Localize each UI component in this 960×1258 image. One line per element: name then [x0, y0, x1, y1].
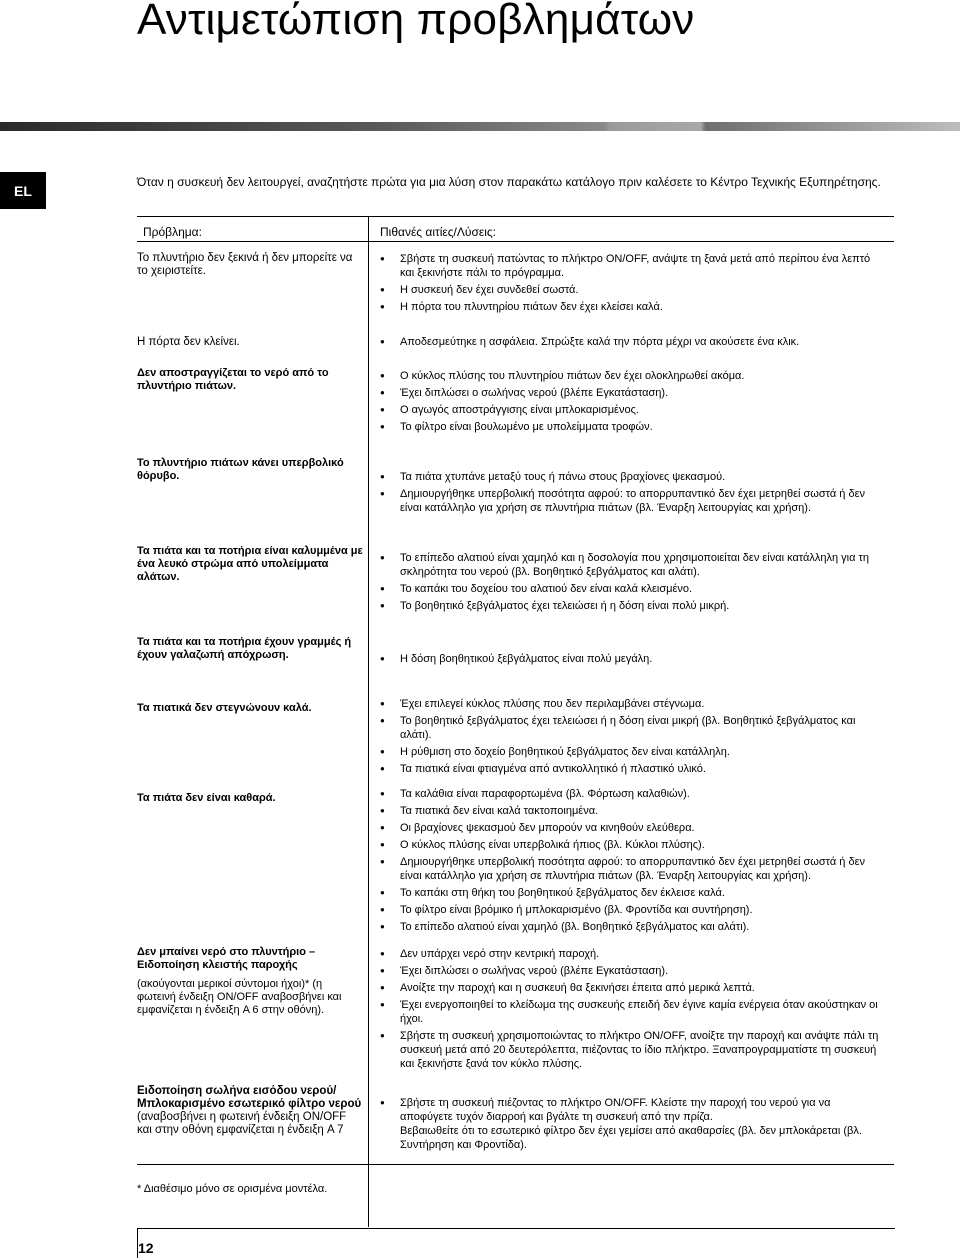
problem-cell — [137, 367, 352, 393]
language-tab: EL — [0, 172, 46, 209]
problem-text: Τα πιάτα και τα ποτήρια έχουν γραμμές ή έχουν γαλαζωπή απόχρωση. — [137, 636, 352, 661]
problem-cell — [137, 1085, 362, 1137]
causes-list — [380, 697, 885, 779]
cause-item: ● Έχει ενεργοποιηθεί το κλείδωμα της συσκευής επειδή δεν έγινε καμία ενέργεια όταν ακούστηκαν οι ήχοι. — [380, 998, 885, 1026]
cause-item: ● Αποδεσμεύτηκε η ασφάλεια. Σπρώξτε καλά την πόρτα μέχρι να ακούσετε ένα κλικ. — [380, 335, 885, 349]
cause-item: ● Ανοίξτε την παροχή και η συσκευή θα ξεκινήσει έπειτα από μερικά λεπτά. — [380, 981, 885, 995]
problem-detail: (ακούγονται μερικοί σύντομοι ήχοι)* (η φωτεινή ένδειξη ON/OFF αναβοσβήνει και εμφανίζεται η ένδειξη A 6 στην οθόνη). — [137, 978, 342, 1016]
cause-item: ● Η δόση βοηθητικού ξεβγάλματος είναι πολύ μεγάλη. — [380, 652, 885, 666]
problem-cell — [137, 636, 365, 662]
cause-item: ● Ο κύκλος πλύσης του πλυντηρίου πιάτων δεν έχει ολοκληρωθεί ακόμα. — [380, 369, 885, 383]
causes-list — [380, 335, 885, 352]
intro-text: Όταν η συσκευή δεν λειτουργεί, αναζητήστε πρώτα για μια λύση στον παρακάτω κατάλογο πριν καλέσετε το Κέντρο Τεχνικής Εξυπηρέτησης. — [137, 175, 881, 189]
cause-item: ● Σβήστε τη συσκευή πιέζοντας το πλήκτρο ON/OFF. Κλείστε την παροχή του νερού για να αποφύγετε τυχόν διαρροή και βγάλτε τη συσκευή από την πρίζα. Βεβαιωθείτε ότι το εσωτερικό φίλτρο δεν έχει γεμίσει από ακαθαρσίες (βλ. δεν μπλοκάρεται (βλ. Συντήρηση και Φροντίδα). — [380, 1096, 885, 1152]
problem-cell — [137, 336, 362, 349]
problem-text: Δεν αποστραγγίζεται το νερό από το πλυντήριο πιάτων. — [137, 367, 329, 392]
footnote: * Διαθέσιμο μόνο σε ορισμένα μοντέλα. — [137, 1183, 328, 1195]
causes-list — [380, 252, 885, 317]
problem-cell — [137, 792, 362, 805]
causes-list — [380, 369, 885, 437]
cause-item: ● Δεν υπάρχει νερό στην κεντρική παροχή. — [380, 947, 885, 961]
problem-text: Τα πιάτα δεν είναι καθαρά. — [137, 792, 276, 804]
page-title: Αντιμετώπιση προβλημάτων — [137, 0, 695, 44]
cause-item: ● Ο κύκλος πλύσης είναι υπερβολικά ήπιος (βλ. Κύκλοι πλύσης). — [380, 838, 885, 852]
causes-list — [380, 652, 885, 669]
cause-item: ● Οι βραχίονες ψεκασμού δεν μπορούν να κινηθούν ελεύθερα. — [380, 821, 885, 835]
cause-item: ● Σβήστε τη συσκευή πατώντας το πλήκτρο ON/OFF, ανάψτε τη ξανά μετά από περίπου ένα λεπτό και ξεκινήστε πάλι το πρόγραμμα. — [380, 252, 885, 280]
problem-cell — [137, 457, 362, 483]
cause-item: ● Το βοηθητικό ξεβγάλματος έχει τελειώσει ή η δόση είναι πολύ μικρή. — [380, 599, 885, 613]
problem-cell — [137, 252, 362, 278]
cause-item: ● Ο αγωγός αποστράγγισης είναι μπλοκαρισμένος. — [380, 403, 885, 417]
page-number: 12 — [138, 1240, 154, 1256]
causes-list — [380, 947, 885, 1074]
cause-item: ● Το καπάκι στη θήκη του βοηθητικού ξεβγάλματος δεν έκλεισε καλά. — [380, 886, 885, 900]
causes-list — [380, 551, 885, 616]
cause-item: ● Έχει επιλεγεί κύκλος πλύσης που δεν περιλαμβάνει στέγνωμα. — [380, 697, 885, 711]
cause-item: ● Το φίλτρο είναι βρόμικο ή μπλοκαρισμένο (βλ. Φροντίδα και συντήρηση). — [380, 903, 885, 917]
cause-item: ● Τα καλάθια είναι παραφορτωμένα (βλ. Φόρτωση καλαθιών). — [380, 787, 885, 801]
problem-text: Το πλυντήριο δεν ξεκινά ή δεν μπορείτε να το χειριστείτε. — [137, 252, 353, 277]
cause-item: ● Η συσκευή δεν έχει συνδεθεί σωστά. — [380, 283, 885, 297]
cause-item: ● Δημιουργήθηκε υπερβολική ποσότητα αφρού: το απορρυπαντικό δεν έχει μετρηθεί σωστά ή δεν είναι κατάλληλο για χρήση σε πλυντήρια πιάτων (βλ. Έναρξη λειτουργίας και χρήση). — [380, 487, 885, 515]
cause-item: ● Η πόρτα του πλυντηρίου πιάτων δεν έχει κλείσει καλά. — [380, 300, 885, 314]
causes-list — [380, 470, 885, 518]
table-bottom-border — [137, 1164, 894, 1165]
cause-item: ● Τα πιάτα χτυπάνε μεταξύ τους ή πάνω στους βραχίονες ψεκασμού. — [380, 470, 885, 484]
cause-item: ● Το φίλτρο είναι βουλωμένο με υπολείμματα τροφών. — [380, 420, 885, 434]
cause-item: ● Δημιουργήθηκε υπερβολική ποσότητα αφρού: το απορρυπαντικό δεν έχει μετρηθεί σωστά ή δεν είναι κατάλληλο για χρήση σε πλυντήρια πιάτων (βλ. Έναρξη λειτουργίας και χρήση). — [380, 855, 885, 883]
cause-item: ● Το βοηθητικό ξεβγάλματος έχει τελειώσει ή η δόση είναι μικρή (βλ. Βοηθητικό ξεβγάλματος και αλάτι). — [380, 714, 885, 742]
cause-item: ● Η ρύθμιση στο δοχείο βοηθητικού ξεβγάλματος δεν είναι κατάλληλη. — [380, 745, 885, 759]
problem-detail: (αναβοσβήνει η φωτεινή ένδειξη ON/OFF και στην οθόνη εμφανίζεται η ένδειξη A 7 — [137, 1111, 347, 1136]
cause-item: ● Έχει διπλώσει ο σωλήνας νερού (βλέπε Εγκατάσταση). — [380, 386, 885, 400]
cause-item: ● Το επίπεδο αλατιού είναι χαμηλό και η δοσολογία που χρησιμοποιείται δεν είναι κατάλληλη για τη σκληρότητα του νερού (βλ. Βοηθητικό ξεβγάλματος και αλάτι). — [380, 551, 885, 579]
problem-text: Ειδοποίηση σωλήνα εισόδου νερού/ Μπλοκαρισμένο εσωτερικό φίλτρο νερού — [137, 1085, 362, 1110]
table-top-border — [137, 216, 894, 217]
causes-list — [380, 787, 885, 937]
causes-list — [380, 1096, 885, 1155]
title-divider-bar — [0, 122, 960, 131]
problem-text: Τα πιάτα και τα ποτήρια είναι καλυμμένα με ένα λευκό στρώμα από υπολείμματα αλάτων. — [137, 545, 363, 583]
page-number-frame — [137, 1228, 895, 1258]
cause-item: ● Σβήστε τη συσκευή χρησιμοποιώντας το πλήκτρο ON/OFF, ανοίξτε την παροχή και ανάψτε πάλι τη συσκευή μετά από 20 δευτερόλεπτα, πιέζοντας το ίδιο πλήκτρο. Ξαναπρογραμματίστε τη συσκευή και ξεκινήστε ξανά τον κύκλο πλύσης. — [380, 1029, 885, 1071]
table-column-divider — [368, 216, 369, 1227]
problem-text: Δεν μπαίνει νερό στο πλυντήριο – Ειδοποίηση κλειστής παροχής — [137, 946, 316, 971]
cause-item: ● Έχει διπλώσει ο σωλήνας νερού (βλέπε Εγκατάσταση). — [380, 964, 885, 978]
column-header-problem: Πρόβλημα: — [143, 225, 202, 239]
problem-cell — [137, 545, 365, 584]
cause-item: ● Τα πιατικά είναι φτιαγμένα από αντικολλητικό ή πλαστικό υλικό. — [380, 762, 885, 776]
cause-item: ● Το καπάκι του δοχείου του αλατιού δεν είναι καλά κλεισμένο. — [380, 582, 885, 596]
problem-text: Η πόρτα δεν κλείνει. — [137, 336, 240, 348]
cause-item: ● Το επίπεδο αλατιού είναι χαμηλό (βλ. Βοηθητικό ξεβγάλματος και αλάτι). — [380, 920, 885, 934]
problem-text: Το πλυντήριο πιάτων κάνει υπερβολικό θόρυβο. — [137, 457, 344, 482]
table-header-border — [137, 241, 894, 242]
problem-cell — [137, 702, 362, 715]
cause-item: ● Τα πιατικά δεν είναι καλά τακτοποιημένα. — [380, 804, 885, 818]
column-header-causes: Πιθανές αιτίες/Λύσεις: — [380, 225, 497, 239]
problem-cell — [137, 946, 357, 1017]
problem-text: Τα πιατικά δεν στεγνώνουν καλά. — [137, 702, 312, 714]
